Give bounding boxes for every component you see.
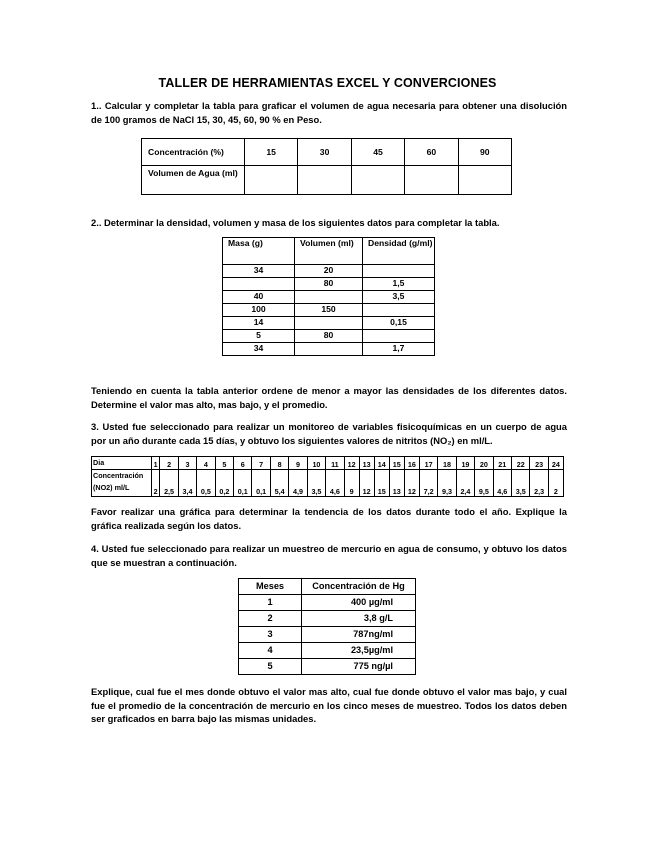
table-row [223,317,435,330]
table-row [223,291,435,304]
table-cell: 40 [223,291,295,304]
day-cell: 20 [475,457,493,470]
table-row [239,595,416,611]
table-cell: 45 [351,139,404,166]
question-3-text: 3. Usted fue seleccionado para realizar un monitoreo de variables fisicoquímicas en un cuerpo de agua por un año durante cada 15 días, y obtuvo los siguientes valores de nitritos (NO₂) en ml/L. [91,421,567,446]
concentration-table [141,138,512,195]
day-cell: 18 [438,457,456,470]
table-header-cell: Meses [239,579,302,595]
nitrite-value-cell: 2,3 [530,470,548,497]
nitrite-value-cell: 2,5 [160,470,178,497]
table-cell: 3,8 g/L [302,611,416,627]
nitrite-value-cell: 9 [344,470,359,497]
nitrite-value-cell: 12 [404,470,419,497]
day-cell: 7 [252,457,270,470]
day-cell: 3 [178,457,196,470]
nitrite-value-cell: 3,4 [178,470,196,497]
table-cell: 3 [239,627,302,643]
table-cell: 1,5 [363,278,435,291]
day-cell: 8 [270,457,288,470]
table-cell: 775 ng/µl [302,659,416,675]
table-cell [223,278,295,291]
day-cell: 16 [404,457,419,470]
table-cell: 100 [223,304,295,317]
table-cell: 30 [298,139,351,166]
day-cell: 17 [419,457,437,470]
day-cell: 6 [234,457,252,470]
nitrite-value-cell: 0,2 [215,470,233,497]
day-cell: 2 [160,457,178,470]
nitrite-table [91,456,564,497]
table-cell: 14 [223,317,295,330]
question-3-followup-text: Favor realizar una gráfica para determinar la tendencia de los datos durante todo el año. Explique la gráfica realizada según los datos. [91,506,567,531]
day-cell: 12 [344,457,359,470]
day-cell: 4 [197,457,215,470]
table-row [239,611,416,627]
table-row [142,166,512,195]
table-cell: 34 [223,265,295,278]
table-cell [295,343,363,356]
table-row [142,139,512,166]
nitrite-value-cell: 0,1 [234,470,252,497]
table-cell: 400 µg/ml [302,595,416,611]
table-cell: 150 [295,304,363,317]
nitrite-value-cell: 9,5 [475,470,493,497]
nitrite-value-cell: 15 [374,470,389,497]
table-cell: 90 [458,139,511,166]
table-cell: 80 [295,278,363,291]
table-header-cell: Volumen (ml) [295,238,363,265]
nitrite-value-cell: 0,1 [252,470,270,497]
question-2-text: 2.. Determinar la densidad, volumen y masa de los siguientes datos para completar la tabla. [91,217,500,228]
day-cell: 14 [374,457,389,470]
table-cell: 1,7 [363,343,435,356]
nitrite-value-cell: 4,6 [493,470,511,497]
table-cell: 5 [239,659,302,675]
density-table [222,237,435,356]
day-cell: 5 [215,457,233,470]
table-cell: 4 [239,643,302,659]
day-cell: 9 [289,457,307,470]
table-row [223,278,435,291]
table-cell: 5 [223,330,295,343]
day-cell: 23 [530,457,548,470]
table-cell [363,304,435,317]
nitrite-value-cell: 7,2 [419,470,437,497]
mercury-table [238,578,416,675]
table-row [223,265,435,278]
nitrite-value-cell: 4,6 [326,470,344,497]
table-header-cell: Concentración de Hg [302,579,416,595]
day-cell: 11 [326,457,344,470]
nitrite-value-cell: 2,4 [456,470,474,497]
nitrite-value-cell: 4,9 [289,470,307,497]
table-row [239,627,416,643]
nitrite-value-cell: 2 [152,470,160,497]
table-cell [405,166,458,195]
document-title: TALLER DE HERRAMIENTAS EXCEL Y CONVERCIONES [158,76,497,90]
day-cell: 1 [152,457,160,470]
day-label: Dia [92,457,152,470]
table-row [239,643,416,659]
nitrite-value-cell: 3,5 [307,470,325,497]
table-header-row [223,238,435,265]
table-cell: 20 [295,265,363,278]
table-row [92,470,564,497]
table-cell [298,166,351,195]
table-cell [245,166,298,195]
concentration-label: Concentración (%) [142,139,245,166]
table-row [223,343,435,356]
day-cell: 15 [389,457,404,470]
day-cell: 21 [493,457,511,470]
table-cell: 787ng/ml [302,627,416,643]
nitrite-value-cell: 3,5 [512,470,530,497]
nitrite-value-cell: 12 [359,470,374,497]
question-2-followup-text: Teniendo en cuenta la tabla anterior ordene de menor a mayor las densidades de los diferentes datos. Determine el valor mas alto, mas bajo, y el promedio. [91,385,567,410]
table-header-cell: Densidad (g/ml) [363,238,435,265]
table-row [223,330,435,343]
day-cell: 22 [512,457,530,470]
table-cell [351,166,404,195]
nitrite-value-cell: 13 [389,470,404,497]
water-volume-label: Volumen de Agua (ml) [142,166,245,195]
table-row [223,304,435,317]
nitrite-value-cell: 9,3 [438,470,456,497]
day-cell: 13 [359,457,374,470]
nitrite-value-cell: 2 [548,470,563,497]
table-cell [295,317,363,330]
table-row [239,659,416,675]
day-cell: 19 [456,457,474,470]
table-cell: 15 [245,139,298,166]
table-cell: 60 [405,139,458,166]
table-cell [458,166,511,195]
table-cell [363,330,435,343]
table-cell: 23,5µg/ml [302,643,416,659]
day-cell: 24 [548,457,563,470]
concentration-label: Concentración (NO2) ml/L [92,470,152,497]
table-row [92,457,564,470]
nitrite-value-cell: 5,4 [270,470,288,497]
table-cell: 3,5 [363,291,435,304]
day-cell: 10 [307,457,325,470]
table-cell: 34 [223,343,295,356]
question-4-text: 4. Usted fue seleccionado para realizar un muestreo de mercurio en agua de consumo, y obtuvo los datos que se muestran a continuación. [91,543,567,568]
table-cell [363,265,435,278]
question-4-followup-text: Explique, cual fue el mes donde obtuvo el valor mas alto, cual fue donde obtuvo el valor mas bajo, y cual fue el promedio de la concentración de mercurio en los cinco meses de muestreo. Todos los datos deben ser graficados en barra bajo las mismas unidades. [91,686,567,724]
table-cell: 2 [239,611,302,627]
question-1-text: 1.. Calcular y completar la tabla para graficar el volumen de agua necesaria para obtener una disolución de 100 gramos de NaCl 15, 30, 45, 60, 90 % en Peso. [91,100,567,125]
table-cell: 0,15 [363,317,435,330]
table-cell: 1 [239,595,302,611]
nitrite-value-cell: 0,5 [197,470,215,497]
table-cell [295,291,363,304]
table-cell: 80 [295,330,363,343]
table-header-cell: Masa (g) [223,238,295,265]
table-header-row [239,579,416,595]
